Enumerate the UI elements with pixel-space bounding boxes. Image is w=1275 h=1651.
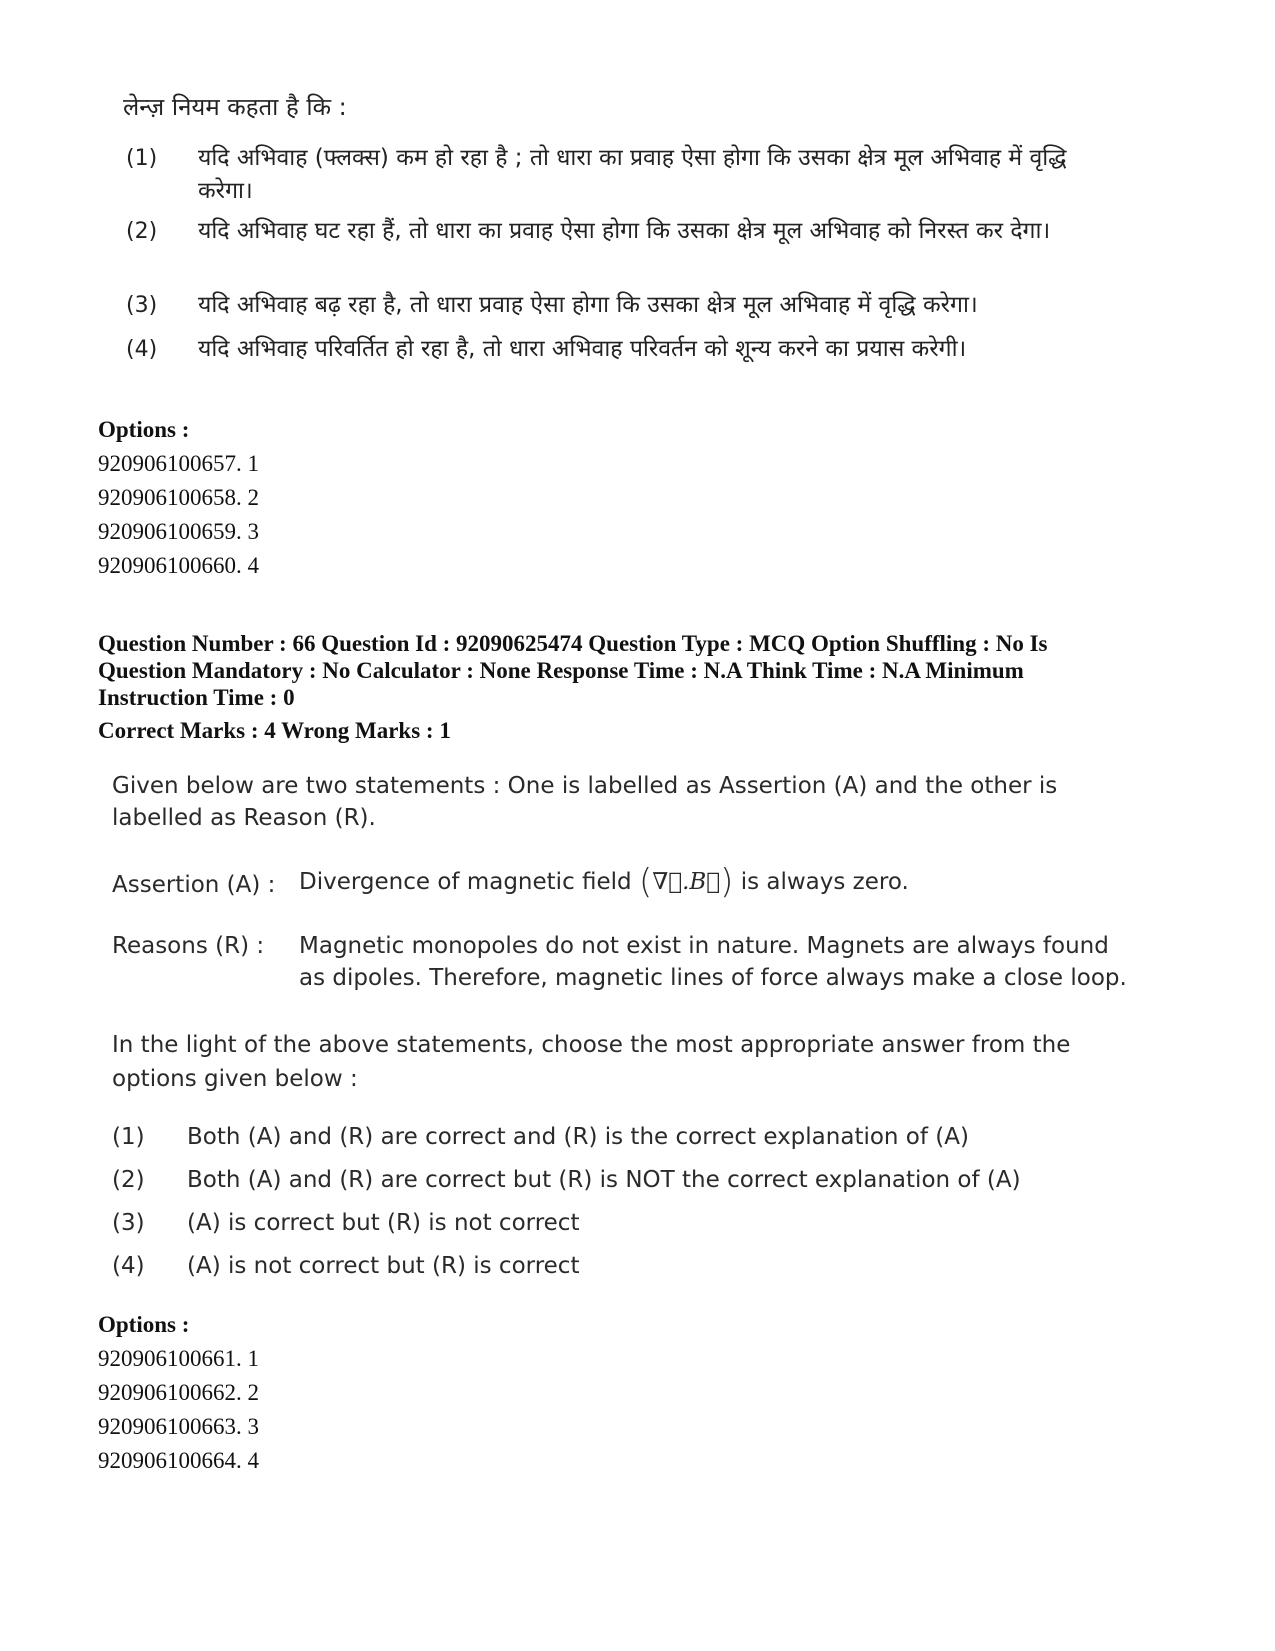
assertion-text: Divergence of magnetic field xyxy=(299,869,632,895)
options-list-1 xyxy=(98,413,259,583)
prompt-line: options given below : xyxy=(112,1066,358,1092)
english-option-number: (4) xyxy=(112,1253,145,1279)
english-option-text: (A) is correct but (R) is not correct xyxy=(187,1210,580,1236)
close-paren: ) xyxy=(720,862,734,902)
english-question-intro xyxy=(112,770,1057,834)
english-option-text: Both (A) and (R) are correct but (R) is NOT the correct explanation of (A) xyxy=(187,1167,1021,1193)
english-option-number: (1) xyxy=(112,1124,145,1150)
question-meta-line: Instruction Time : 0 xyxy=(98,685,295,710)
question-meta-line: Question Mandatory : No Calculator : None Response Time : N.A Think Time : N.A Minimum xyxy=(98,658,1024,683)
hindi-option-text: यदि अभिवाह (फ्लक्स) कम हो रहा है ; तो धारा का प्रवाह ऐसा होगा कि उसका क्षेत्र मूल अभिवाह में वृद्धि करेगा। xyxy=(198,145,1067,204)
options-label: Options : xyxy=(98,417,190,442)
hindi-option-number: (1) xyxy=(126,146,158,171)
hindi-option-text: यदि अभिवाह घट रहा हैं, तो धारा का प्रवाह ऐसा होगा कि उसका क्षेत्र मूल अभिवाह को निरस्त कर देगा। xyxy=(198,218,1051,244)
option-item: 920906100663. 3 xyxy=(98,1414,259,1439)
hindi-option-number: (3) xyxy=(126,293,158,318)
option-item: 920906100659. 3 xyxy=(98,519,259,544)
english-option-number: (3) xyxy=(112,1210,145,1236)
question-marks: Correct Marks : 4 Wrong Marks : 1 xyxy=(98,718,451,743)
reason-statement xyxy=(299,930,1127,994)
question-prompt xyxy=(112,1028,1070,1096)
reason-line: as dipoles. Therefore, magnetic lines of force always make a close loop. xyxy=(299,965,1127,991)
hindi-option-text: यदि अभिवाह बढ़ रहा है, तो धारा प्रवाह ऐसा होगा कि उसका क्षेत्र मूल अभिवाह में वृद्धि करेगा। xyxy=(198,292,978,318)
divergence-b-formula: ∇⃗.B⃗ xyxy=(652,869,721,895)
assertion-statement xyxy=(299,862,909,902)
option-item: 920906100657. 1 xyxy=(98,451,259,476)
intro-line: labelled as Reason (R). xyxy=(112,805,376,831)
question-meta xyxy=(98,630,1198,711)
option-item: 920906100662. 2 xyxy=(98,1380,259,1405)
option-item: 920906100658. 2 xyxy=(98,485,259,510)
open-paren: ( xyxy=(638,862,653,902)
english-option-text: (A) is not correct but (R) is correct xyxy=(187,1253,580,1279)
option-item: 920906100661. 1 xyxy=(98,1346,259,1371)
option-item: 920906100664. 4 xyxy=(98,1448,259,1473)
intro-line: Given below are two statements : One is labelled as Assertion (A) and the other is xyxy=(112,773,1058,799)
assertion-text: is always zero. xyxy=(740,869,909,895)
assertion-label: Assertion (A) : xyxy=(112,872,276,898)
option-item: 920906100660. 4 xyxy=(98,553,259,578)
options-list-2 xyxy=(98,1308,259,1478)
options-label: Options : xyxy=(98,1312,190,1337)
hindi-option-text: यदि अभिवाह परिवर्तित हो रहा है, तो धारा अभिवाह परिवर्तन को शून्य करने का प्रयास करेगी। xyxy=(198,336,967,362)
question-meta-line: Question Number : 66 Question Id : 92090625474 Question Type : MCQ Option Shuffling : No Is xyxy=(98,631,1048,656)
reason-label: Reasons (R) : xyxy=(112,933,265,959)
prompt-line: In the light of the above statements, choose the most appropriate answer from the xyxy=(112,1032,1071,1058)
english-option-number: (2) xyxy=(112,1167,145,1193)
hindi-option-number: (2) xyxy=(126,219,158,244)
hindi-option-number: (4) xyxy=(126,337,158,362)
hindi-question-intro: लेन्ज़ नियम कहता है कि : xyxy=(123,93,347,121)
english-option-text: Both (A) and (R) are correct and (R) is the correct explanation of (A) xyxy=(187,1124,969,1150)
reason-line: Magnetic monopoles do not exist in nature. Magnets are always found xyxy=(299,933,1109,959)
